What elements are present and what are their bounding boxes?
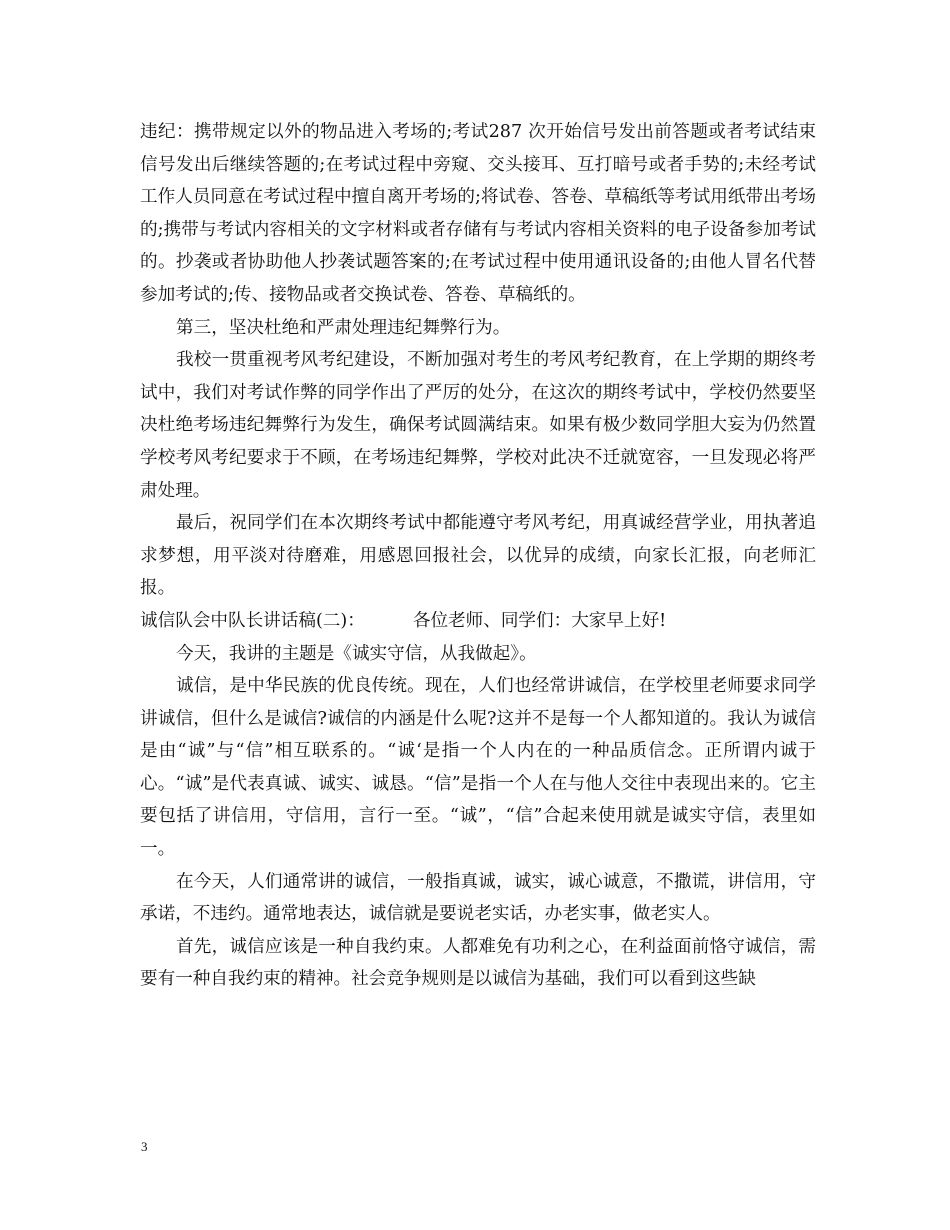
speech-greeting: 各位老师、同学们：大家早上好! xyxy=(412,610,667,631)
paragraph-integrity-today: 在今天，人们通常讲的诚信，一般指真诚，诚实，诚心诚意，不撒谎，讲信用，守承诺，不违约。通常地表达，诚信就是要说老实话，办老实事，做老实人。 xyxy=(140,871,816,925)
paragraph-third-point: 第三，坚决杜绝和严肃处理违纪舞弊行为。 xyxy=(176,317,511,338)
paragraph-school-policy: 我校一贯重视考风考纪建设，不断加强对考生的考风考纪教育，在上学期的期终考试中，我们对考试作弊的同学作出了严厉的处分，在这次的期终考试中，学校仍然要坚决杜绝考场违纪舞弊行为发生，确保考试圆满结束。如果有极少数同学胆大妄为仍然置学校考风考纪要求于不顾，在考场违纪舞弊，学校对此决不迁就宽容，一旦发现必将严肃处理。 xyxy=(140,350,816,501)
page-number: 3 xyxy=(141,1139,148,1154)
paragraph-self-discipline: 首先，诚信应该是一种自我约束。人都难免有功利之心，在利益面前恪守诚信，需要有一种自我约束的精神。社会竞争规则是以诚信为基础，我们可以看到这些缺 xyxy=(140,936,816,990)
speech-title: 诚信队会中队长讲话稿(二)： xyxy=(140,610,365,631)
document-body xyxy=(140,116,816,996)
speech-heading-line xyxy=(140,605,816,638)
paragraph-violations: 违纪：携带规定以外的物品进入考场的;考试287 次开始信号发出前答题或者考试结束信号发出后继续答题的;在考试过程中旁窥、交头接耳、互打暗号或者手势的;未经考试工作人员同意在考试过程中擅自离开考场的;将试卷、答卷、草稿纸等考试用纸带出考场的;携带与考试内容相关的文字材料或者存储有与考试内容相关资料的电子设备参加考试的。抄袭或者协助他人抄袭试题答案的;在考试过程中使用通讯设备的;由他人冒名代替参加考试的;传、接物品或者交换试卷、答卷、草稿纸的。 xyxy=(140,122,816,305)
paragraph-closing-wishes: 最后，祝同学们在本次期终考试中都能遵守考风考纪，用真诚经营学业，用执著追求梦想，用平淡对待磨难，用感恩回报社会，以优异的成绩，向家长汇报，向老师汇报。 xyxy=(140,513,816,599)
paragraph-integrity-definition: 诚信，是中华民族的优良传统。现在，人们也经常讲诚信，在学校里老师要求同学讲诚信，但什么是诚信?诚信的内涵是什么呢?这并不是每一个人都知道的。我认为诚信是由“诚”与“信”相互联系的。“诚‘是指一个人内在的一种品质信念。正所谓内诚于心。“诚”是代表真诚、诚实、诚恳。“信”是指一个人在与他人交往中表现出来的。它主要包括了讲信用，守信用，言行一至。“诚”，“信”合起来使用就是诚实守信，表里如一。 xyxy=(140,676,816,860)
paragraph-speech-topic: 今天，我讲的主题是《诚实守信，从我做起》。 xyxy=(176,643,537,664)
